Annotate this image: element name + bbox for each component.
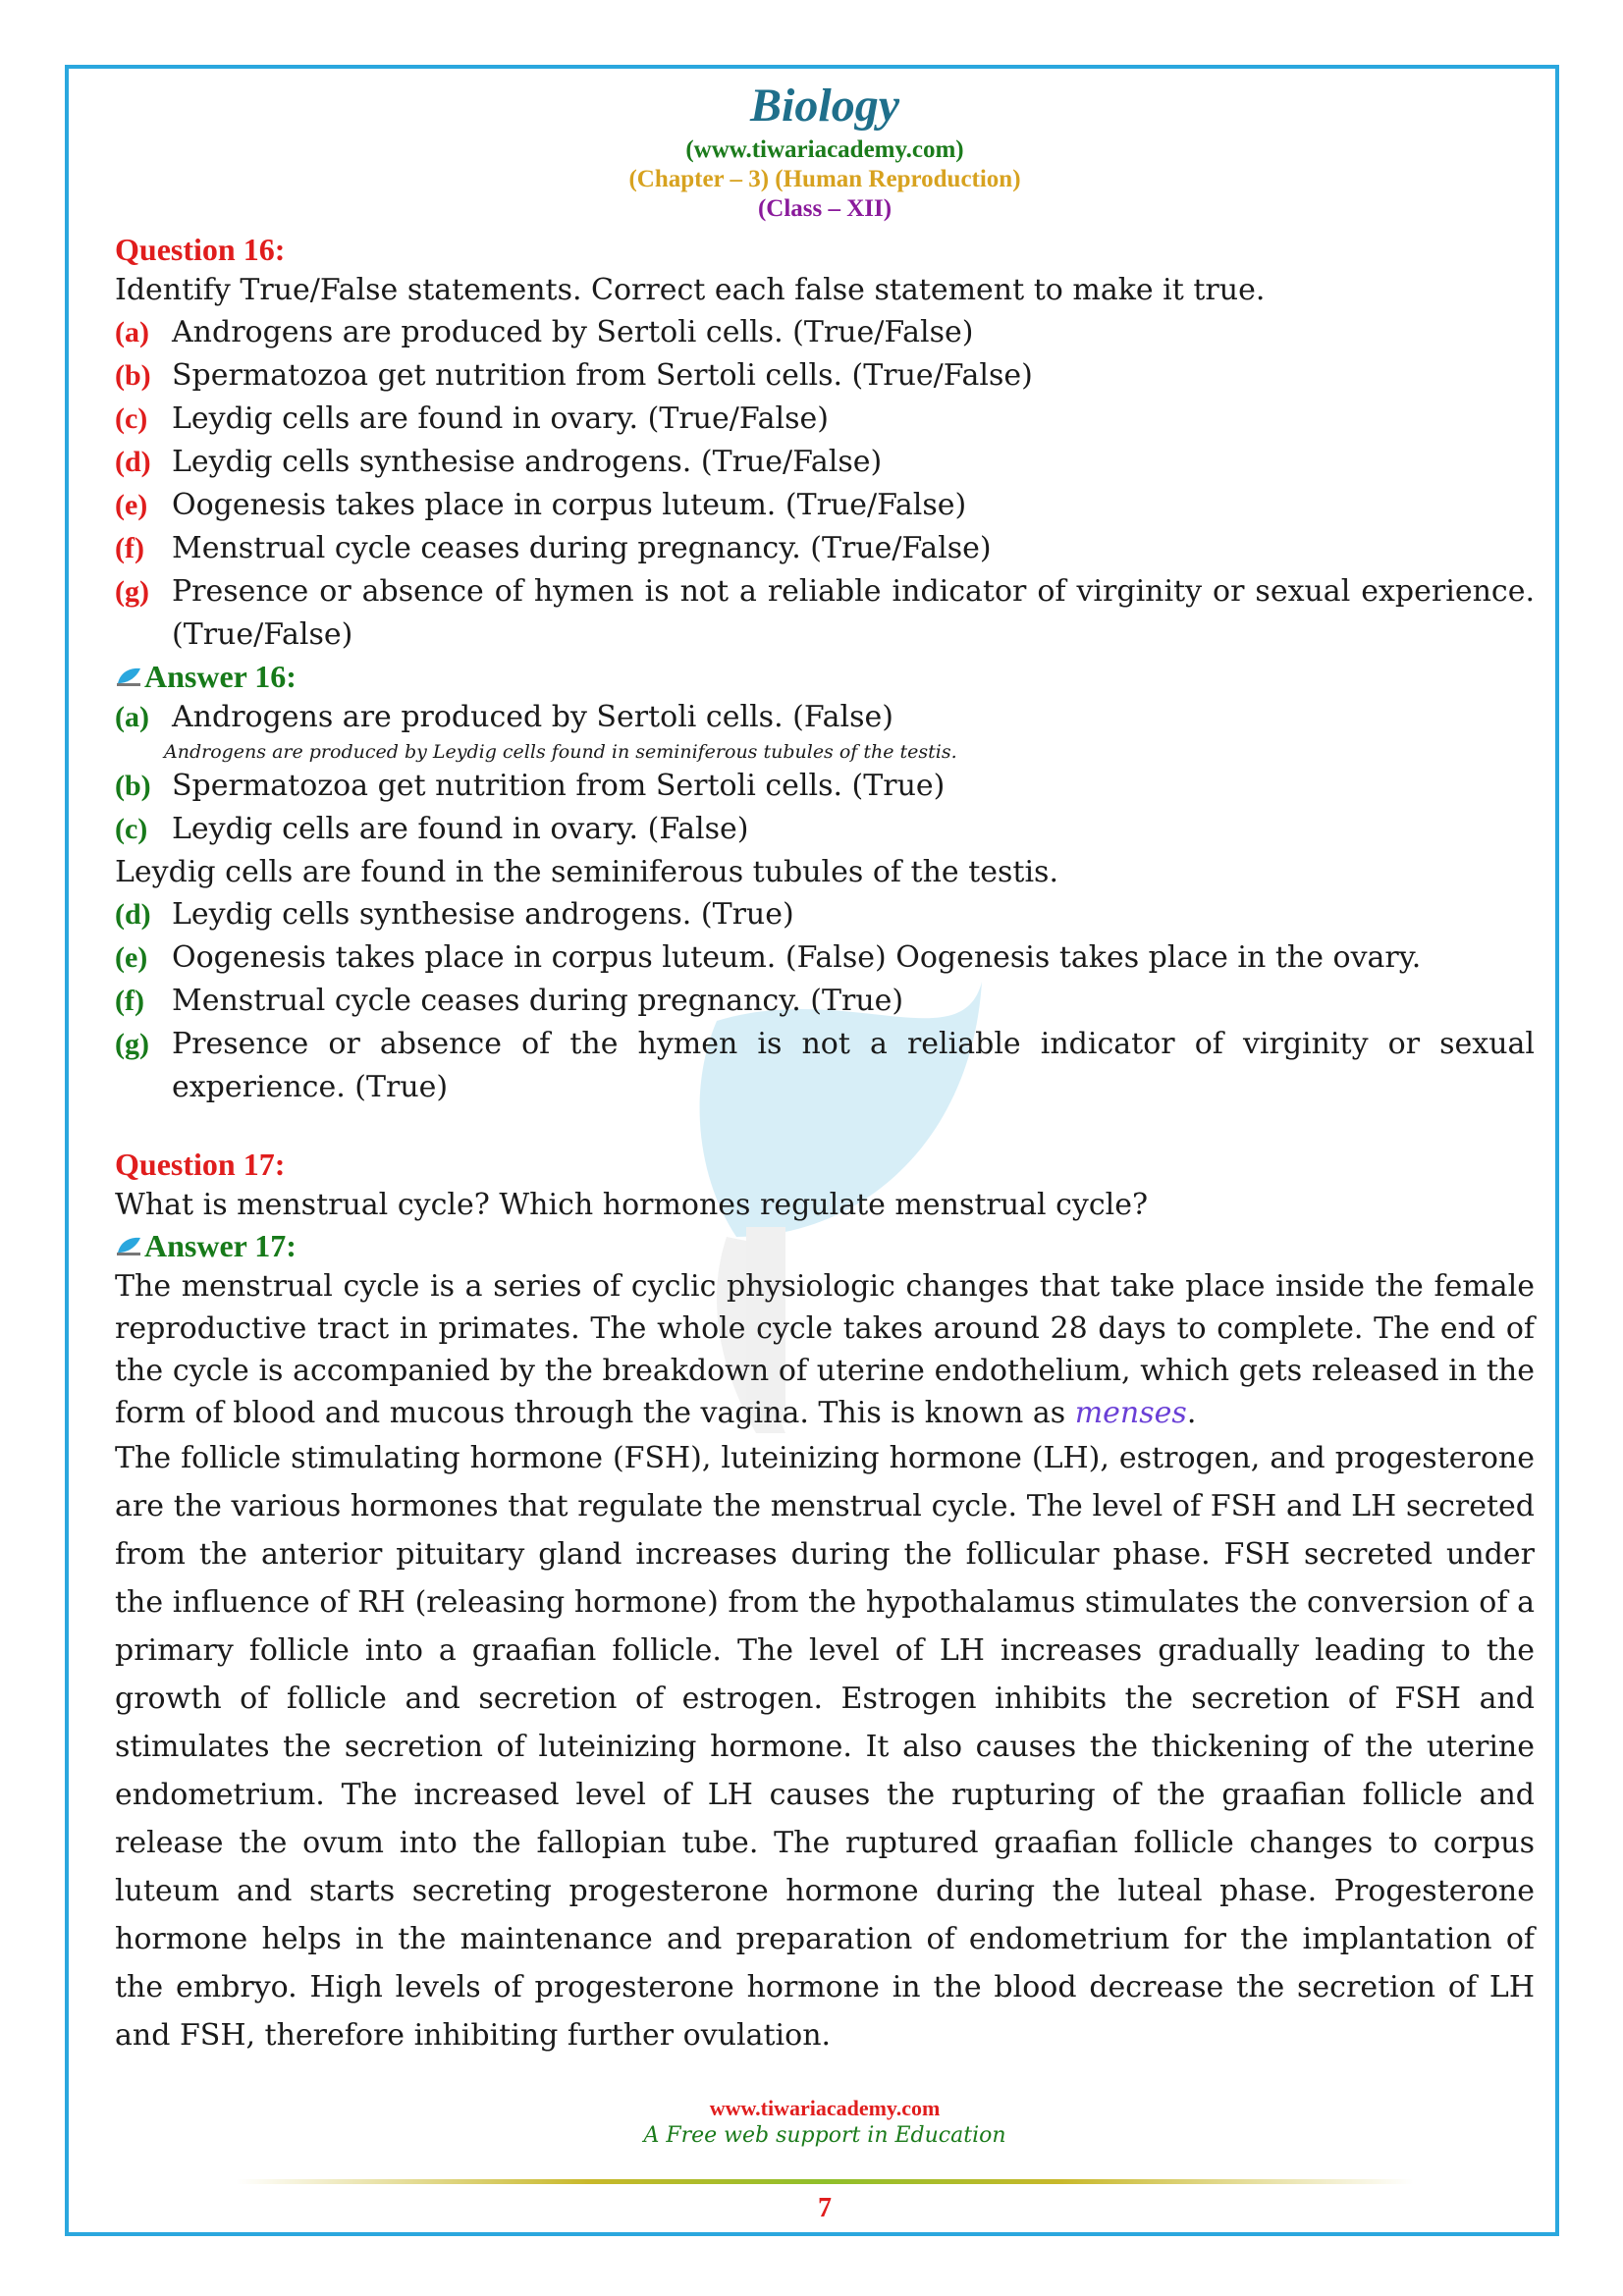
item-text: Presence or absence of hymen is not a reliable indicator of virginity or sexual experience. (True/False) xyxy=(172,574,1535,652)
list-item xyxy=(115,936,1535,980)
item-letter: (f) xyxy=(115,985,144,1017)
answer-16-a-note: Androgens are produced by Leydig cells found in seminiferous tubules of the testis. xyxy=(164,741,957,763)
answer-17-title xyxy=(115,1226,1535,1265)
footer-site: www.tiwariacademy.com xyxy=(709,2096,941,2120)
answer-17-paragraph-2: The follicle stimulating hormone (FSH), luteinizing hormone (LH), estrogen, and progesterone are the various hormones that regulate the menstrual cycle. The level of FSH and LH secreted from the anterior pituitary gland increases during the follicular phase. FSH secreted under the influence of RH (releasing hormone) from the hypothalamus stimulates the conversion of a primary follicle into a graafian follicle. The level of LH increases gradually leading to the growth of follicle and secretion of estrogen. Estrogen inhibits the secretion of FSH and stimulates the secretion of luteinizing hormone. It also causes the thickening of the uterine endometrium. The increased level of LH causes the rupturing of the graafian follicle and release the ovum into the fallopian tube. The ruptured graafian follicle changes to corpus luteum and starts secreting progesterone hormone during the luteal phase. Progesterone hormone helps in the maintenance and preparation of endometrium for the implantation of the embryo. High levels of progesterone hormone in the blood decrease the secretion of LH and FSH, therefore inhibiting further ovulation. xyxy=(115,1441,1535,2053)
item-letter: (d) xyxy=(115,898,151,931)
item-letter: (g) xyxy=(115,1028,149,1060)
question-16-list xyxy=(115,311,1535,657)
answer-17-paragraph-1 xyxy=(115,1265,1535,1434)
item-letter: (g) xyxy=(115,575,149,608)
list-item xyxy=(115,398,1535,441)
answer-17-p1-end: . xyxy=(1186,1396,1197,1430)
item-letter: (d) xyxy=(115,446,151,478)
item-letter: (e) xyxy=(115,489,148,521)
item-letter: (c) xyxy=(115,402,148,435)
page-number: 7 xyxy=(818,2193,832,2223)
header-chapter: (Chapter – 3) (Human Reproduction) xyxy=(628,166,1021,192)
item-text: Leydig cells synthesise androgens. (True) xyxy=(172,897,794,932)
item-text: Leydig cells synthesise androgens. (True/False) xyxy=(172,445,883,479)
answer-17-p1-text: The menstrual cycle is a series of cyclic physiologic changes that take place inside the female reproductive tract in primates. The whole cycle takes around 28 days to complete. The end of the cycle is accompanied by the breakdown of uterine endothelium, which gets released in the form of blood and mucous through the vagina. This is known as xyxy=(115,1269,1535,1430)
item-text: Presence or absence of the hymen is not a reliable indicator of virginity or sexual experience. (True) xyxy=(172,1027,1535,1104)
footer-divider xyxy=(236,2179,1414,2184)
menses-term: menses xyxy=(1074,1396,1187,1430)
list-item xyxy=(115,980,1535,1023)
list-item xyxy=(115,570,1535,657)
item-text: Oogenesis takes place in corpus luteum. (False) Oogenesis takes place in the ovary. xyxy=(172,940,1422,975)
question-17-prompt: What is menstrual cycle? Which hormones regulate menstrual cycle? xyxy=(115,1188,1149,1222)
list-item xyxy=(115,893,1535,936)
item-text: Spermatozoa get nutrition from Sertoli cells. (True/False) xyxy=(172,358,1033,393)
page-footer xyxy=(236,2095,1414,2223)
item-letter: (c) xyxy=(115,813,148,845)
list-item xyxy=(115,765,1535,808)
list-item xyxy=(115,311,1535,354)
item-text: Androgens are produced by Sertoli cells. (True/False) xyxy=(172,315,974,349)
header-class: (Class – XII) xyxy=(757,195,893,222)
list-item xyxy=(115,441,1535,484)
leaf-logo-icon xyxy=(115,1235,142,1256)
question-17-title: Question 17: xyxy=(115,1147,286,1182)
item-letter: (f) xyxy=(115,532,144,564)
list-item xyxy=(115,696,1535,739)
leaf-logo-icon xyxy=(115,666,142,687)
list-item xyxy=(115,1023,1535,1109)
item-letter: (a) xyxy=(115,701,149,733)
item-text: Menstrual cycle ceases during pregnancy. (True/False) xyxy=(172,531,992,565)
list-item xyxy=(115,808,1535,851)
item-text: Leydig cells are found in ovary. (True/False) xyxy=(172,401,829,436)
item-text: Menstrual cycle ceases during pregnancy. (True) xyxy=(172,984,904,1018)
list-item xyxy=(115,484,1535,527)
item-letter: (e) xyxy=(115,941,148,974)
page-header xyxy=(115,77,1535,224)
item-letter: (b) xyxy=(115,359,151,392)
header-site: (www.tiwariacademy.com) xyxy=(685,136,964,163)
item-letter: (b) xyxy=(115,770,151,802)
answer-16-title xyxy=(115,657,1535,696)
answer-17-label: Answer 17: xyxy=(144,1228,297,1263)
list-item xyxy=(115,354,1535,398)
question-16-prompt: Identify True/False statements. Correct each false statement to make it true. xyxy=(115,273,1266,307)
item-text: Spermatozoa get nutrition from Sertoli cells. (True) xyxy=(172,769,946,803)
footer-tagline: A Free web support in Education xyxy=(643,2123,1006,2148)
item-letter: (a) xyxy=(115,316,149,348)
item-text: Androgens are produced by Sertoli cells. (False) xyxy=(172,700,893,734)
answer-16-label: Answer 16: xyxy=(144,659,297,694)
item-text: Leydig cells are found in ovary. (False) xyxy=(172,812,749,846)
page-content xyxy=(115,77,1535,2059)
answer-16-c-note: Leydig cells are found in the seminiferous tubules of the testis. xyxy=(115,855,1058,889)
question-16-title: Question 16: xyxy=(115,232,286,267)
subject-title: Biology xyxy=(750,80,899,132)
item-text: Oogenesis takes place in corpus luteum. (True/False) xyxy=(172,488,967,522)
list-item xyxy=(115,527,1535,570)
